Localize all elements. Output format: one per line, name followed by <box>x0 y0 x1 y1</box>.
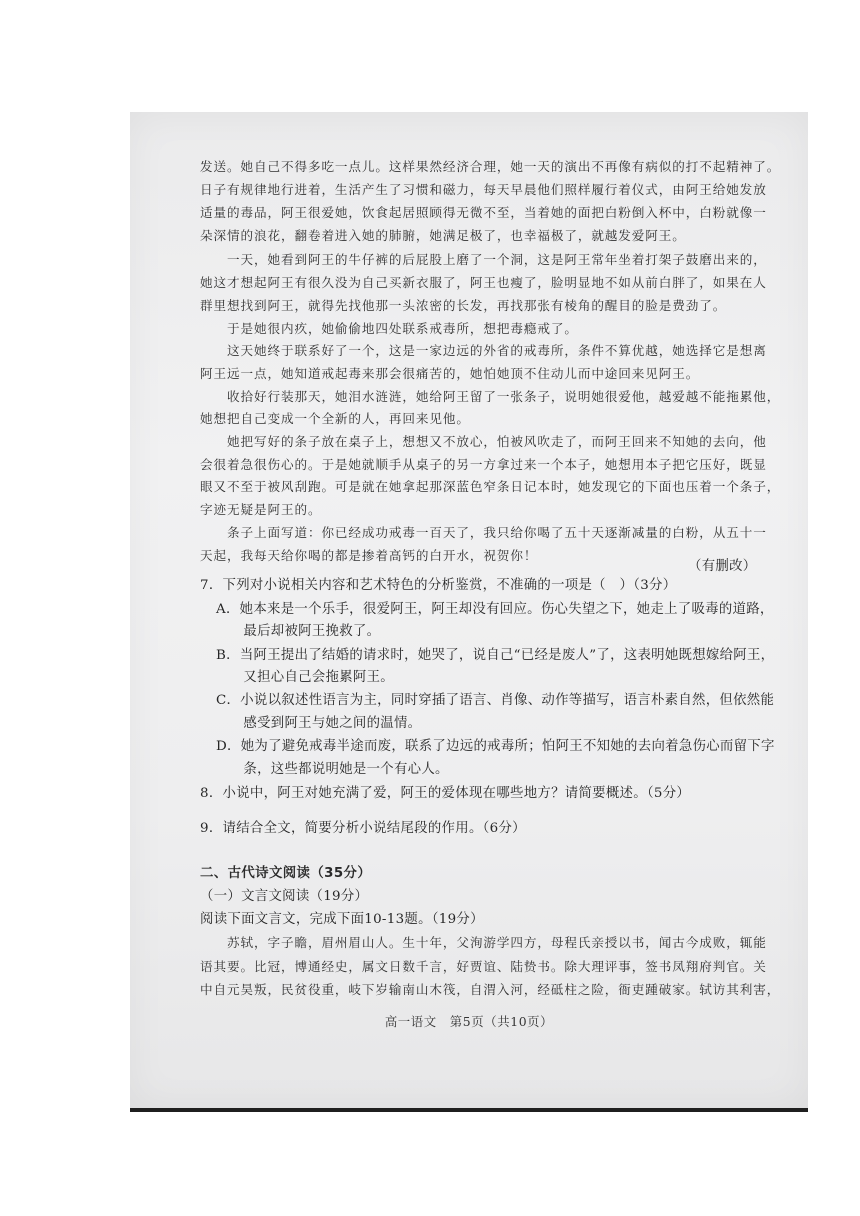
text-line: 会很着急很伤心的。于是她就顺手从桌子的另一方拿过来一个本子，她想用本子把它压好，既显 <box>200 457 767 472</box>
subsection-heading: （一）文言文阅读（19分） <box>200 889 369 904</box>
text-line: 她这才想起阿王有很久没为自己买新衣服了，阿王也瘦了，脸明显地不如从前白胖了，如果在人 <box>200 275 767 290</box>
instruction-text: 阅读下面文言文，完成下面10-13题。（19分） <box>200 912 484 927</box>
source-note: （有删改） <box>688 559 757 574</box>
option-line: 条，这些都说明她是一个有心人。 <box>216 762 449 777</box>
text-line: 适量的毒品，阿王很爱她，饮食起居照顾得无微不至，当着她的面把白粉倒入杯中，白粉就像一 <box>200 205 767 220</box>
text-line: 字迹无疑是阿王的。 <box>200 502 322 517</box>
option-line: 最后却被阿王挽救了。 <box>216 624 381 639</box>
exam-page <box>130 112 808 1112</box>
text-line: 中自元昊叛，民贫役重，岐下岁输南山木筏，自渭入河，经砥柱之险，衙吏踵破家。轼访其利害， <box>200 982 781 997</box>
text-line: 眼又不至于被风刮跑。可是就在她拿起那深蓝色窄条日记本时，她发现它的下面也压着一个条子， <box>200 479 781 494</box>
text-line: 一天，她看到阿王的牛仔裤的后屁股上磨了一个洞，这是阿王常年坐着打架子鼓磨出来的， <box>200 252 767 267</box>
option-line: 感受到阿王与她之间的温情。 <box>216 716 422 731</box>
text-line: 条子上面写道：你已经成功戒毒一百天了，我只给你喝了五十天逐渐减量的白粉，从五十一 <box>200 525 767 540</box>
text-line: 她想把自己变成一个全新的人，再回来见他。 <box>200 411 470 426</box>
section-heading: 二、古代诗文阅读（35分） <box>200 866 372 881</box>
question-8: 8．小说中，阿王对她充满了爱，阿王的爱体现在哪些地方？请简要概述。（5分） <box>200 786 691 801</box>
option-line: C．小说以叙述性语言为主，同时穿插了语言、肖像、动作等描写，语言朴素自然，但依然能 <box>216 693 775 708</box>
option-line: B．当阿王提出了结婚的请求时，她哭了，说自己“已经是废人”了，这表明她既想嫁给阿王， <box>216 648 775 663</box>
text-line: 语其要。比冠，博通经史，属文日数千言，好贾谊、陆贽书。除大理评事，签书凤翔府判官。关 <box>200 959 767 974</box>
page-footer: 高一语文 第5页（共10页） <box>384 1014 554 1029</box>
option-line: 又担心自己会拖累阿王。 <box>216 670 394 685</box>
text-line: 这天她终于联系好了一个，这是一家边远的外省的戒毒所，条件不算优越，她选择它是想离 <box>200 343 767 358</box>
text-line: 群里想找到阿王，就得先找他那一头浓密的长发，再找那张有棱角的醒目的脸是费劲了。 <box>200 298 727 313</box>
text-line: 她把写好的条子放在桌子上，想想又不放心，怕被风吹走了，而阿王回来不知她的去向，他 <box>200 434 767 449</box>
option-line: D．她为了避免戒毒半途而废，联系了边远的戒毒所；怕阿王不知她的去向着急伤心而留下字 <box>216 739 775 754</box>
option-line: A．她本来是一个乐手，很爱阿王，阿王却没有回应。伤心失望之下，她走上了吸毒的道路， <box>216 602 774 617</box>
text-line: 于是她很内疚，她偷偷地四处联系戒毒所，想把毒瘾戒了。 <box>200 321 578 336</box>
text-line: 朵深情的浪花，翻卷着进入她的肺腑，她满足极了，也幸福极了，就越发爱阿王。 <box>200 228 686 243</box>
question-stem: 7．下列对小说相关内容和艺术特色的分析鉴赏，不准确的一项是（ ）（3分） <box>200 578 677 593</box>
question-9: 9．请结合全文，简要分析小说结尾段的作用。（6分） <box>200 821 526 836</box>
text-line: 天起，我每天给你喝的都是掺着高钙的白开水，祝贺你！ <box>200 548 538 563</box>
text-line: 日子有规律地行进着，生活产生了习惯和磁力，每天早晨他们照样履行着仪式，由阿王给她发放 <box>200 182 767 197</box>
text-line: 阿王远一点，她知道戒起毒来那会很痛苦的，她怕她顶不住动儿而中途回来见阿王。 <box>200 366 700 381</box>
text-line: 苏轼，字子瞻，眉州眉山人。生十年，父洵游学四方，母程氏亲授以书，闻古今成败，辄能 <box>200 935 767 950</box>
text-line: 发送。她自己不得多吃一点儿。这样果然经济合理，她一天的演出不再像有病似的打不起精神了。 <box>200 159 781 174</box>
text-line: 收拾好行装那天，她泪水涟涟，她给阿王留了一张条子，说明她很爱他，越爱越不能拖累他， <box>200 389 781 404</box>
